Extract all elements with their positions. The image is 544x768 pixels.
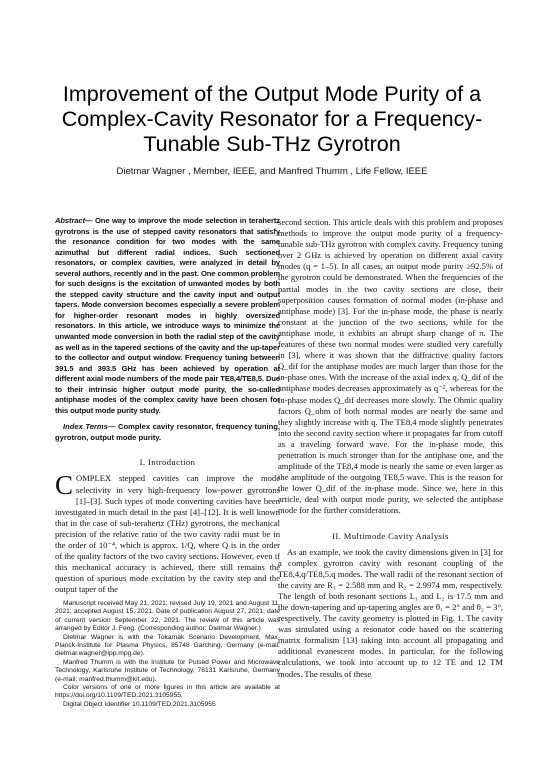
paper-authors: Dietmar Wagner , Member, IEEE, and Manfred Thumm , Life Fellow, IEEE [116, 166, 428, 177]
abstract-label: Abstract [55, 216, 86, 225]
abstract-text: — One way to improve the mode selection in terahertz gyrotrons is the use of stepped cavity resonators that satisfy the resonance condition for two modes with the same azimuthal but different radial indices. Such sectioned resonators, or complex cavities, were analyzed in detail by several authors, recently and in the past. One common problem for such designs is the excitation of unwanted modes by both the stepped cavity structure and the cavity input and output tapers. Mode conversion becomes especially a severe problem for higher-order resonant modes in highly oversized resonators. In this article, we introduce ways to minimize the unwanted mode conversion in both the radial step of the cavity as well as in the tapered sections of the cavity and the up-taper to the collector and output window. Frequency tuning between 391.5 and 393.5 GHz has been achieved by operation at different axial mode numbers of the mode pair TE8,4/TE8,5. Due to their intrinsic higher output mode purity, the so-called antiphase modes of the complex cavity have been chosen for this output mode purity study. [55, 216, 280, 415]
section-heading-introduction: I. Introduction [139, 457, 196, 468]
abstract [55, 216, 280, 416]
footnotes [55, 600, 280, 709]
paper-title: Improvement of the Output Mode Purity of a Complex-Cavity Resonator for a Frequency-Tunable Sub-THz Gyrotron [61, 82, 483, 156]
index-terms-label: Index Terms [63, 422, 108, 432]
footnote-author-2: Manfred Thumm is with the Institute for Pulsed Power and Microwave Technology, Karlsruhe Institute of Technology, 76131 Karlsruhe, Germany (e-mail: manfred.thumm@kit.edu). [55, 658, 280, 683]
footnote-manuscript: Manuscript received May 21, 2021; revised July 19, 2021 and August 11, 2021; accepted August 15, 2021. Date of publication August 27, 2021; date of current version September 22, 2021. The review of this article was arranged by Editor J. Feng. (Corresponding author: Dietmar Wagner.) [55, 600, 280, 633]
section-heading-multimode: II. Multimode Cavity Analysis [332, 530, 449, 541]
left-column [55, 216, 280, 596]
intro-paragraph-text: OMPLEX stepped cavities can improve the mode selectivity in very high-frequency low-power gyrotrons [1]–[3]. Such types of mode converting cavities have been investigated in much detail in the past [4]–[12]. It is well known that in the case of sub-terahertz (THz) gyrotrons, the mechanical precision of the relative ratio of the two cavity radii must be in the order of 10⁻⁴, which is approx. 1/Q, where Q is in the order of the quality factors of the two cavity sections. However, even if this mechanical accuracy is achieved, there still remains the question of spurious mode excitation by the cavity step and the output taper of the [55, 473, 280, 595]
right-column [278, 217, 503, 680]
index-terms-text: — Complex cavity resonator, frequency tuning, gyrotron, output mode purity. [55, 422, 280, 442]
drop-cap: C [55, 470, 74, 501]
index-terms [55, 422, 280, 443]
footnote-color: Color versions of one or more figures in this article are available at https://doi.org/10.1109/TED.2021.3105955. [55, 684, 280, 700]
footnote-doi: Digital Object Identifier 10.1109/TED.2021.3105955 [63, 700, 216, 708]
right-paragraph-2: As an example, we took the cavity dimensions given in [3] for a complex gyrotron cavity with resonant coupling of the TE8,4,q/TE8,5,q modes. The wall radii of the resonant section of the cavity are R₁ = 2.588 mm and R₂ = 2.9974 mm, respectively. The length of both resonant sections L₁ and L₂ is 17.5 mm and the down-tapering and up-tapering angles are θ₁ = 2° and θ₂ = 3°, respectively. The cavity geometry is plotted in Fig. 1. The cavity was simulated using a resonator code based on the scattering matrix formalism [13] taking into account all propagating and additional evanescent modes. In particular, for the following calculations, we took into account up to 12 TE and 12 TM modes. The results of these [278, 546, 503, 679]
footnote-author-1: Dietmar Wagner is with the Tokamak Scenario Development, Max-Planck-Institute for Plasma Physics, 85748 Garching, Germany (e-mail: dietmar.wagner@ipp.mpg.de). [55, 633, 280, 658]
intro-paragraph [55, 470, 280, 595]
right-paragraph-1: second section. This article deals with this problem and proposes methods to improve the output mode purity of a frequency-tunable sub-THz gyrotron with complex cavity. Frequency tuning over 2 GHz is achieved by operation on different axial cavity modes (q = 1–5). In all cases, an output mode purity ≥92.5% of the gyrotron could be demonstrated. When the frequencies of the partial modes in the two cavity sections are close, their superposition causes formation of normal modes (in-phase and antiphase mode) [3]. For the in-phase mode, the phase is nearly constant at the junction of the two sections, while for the antiphase mode, it exhibits an abrupt sharp change of π. The features of these two normal modes were studied very carefully in [3], where it was shown that the diffractive quality factors Q_dif for the antiphase modes are much larger than those for the in-phase ones. With the increase of the axial index q, Q_dif of the antiphase modes decreases approximately as q⁻², whereas for the in-phase modes Q_dif decreases more slowly. The Ohmic quality factors Q_ohm of both normal modes are nearly the same and they slightly increase with q. The TE8,4 mode slightly penetrates into the second cavity section where it propagates far from cutoff as a traveling forward wave. For the in-phase mode, this penetration is much stronger than for the antiphase one, and the amplitude of the TE8,4 mode is nearly the same or even larger as the amplitude of the outgoing TE8,5 wave. This is the reason for the lower Q_dif of the in-phase mode. Since we, here in this article, deal with output mode purity, we selected the antiphase mode for the further considerations. [278, 217, 503, 516]
